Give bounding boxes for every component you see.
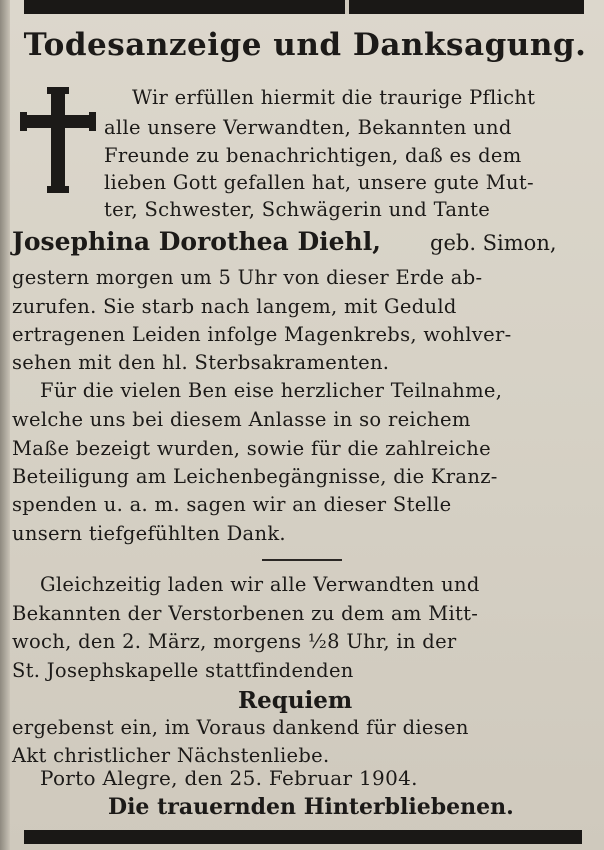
body-line: gestern morgen um 5 Uhr von dieser Erde ab-: [12, 266, 483, 289]
intro-line: ter, Schwester, Schwägerin und Tante: [104, 198, 491, 221]
body-line: welche uns bei diesem Anlasse in so reichem: [12, 408, 471, 431]
body-line: Beteiligung am Leichenbegängnisse, die Kranz-: [12, 465, 498, 488]
body-line: ertragenen Leiden infolge Magenkrebs, wohlver-: [12, 323, 512, 346]
body-line: sehen mit den hl. Sterbsakramenten.: [12, 351, 390, 374]
place-date: Porto Alegre, den 25. Februar 1904.: [40, 766, 418, 790]
body-line: Akt christlicher Nächstenliebe.: [12, 744, 330, 767]
body-line: St. Josephskapelle stattfindenden: [12, 659, 354, 682]
section-divider: [262, 559, 342, 561]
top-rule: [24, 0, 584, 14]
deceased-name: Josephina Dorothea Diehl,: [12, 227, 381, 256]
body-line: Maße bezeigt wurden, sowie für die zahlreiche: [12, 437, 491, 460]
body-line: Gleichzeitig laden wir alle Verwandten und: [40, 573, 480, 596]
maiden-name: geb. Simon,: [430, 231, 557, 255]
page-edge-shadow: [0, 0, 10, 850]
intro-line: Freunde zu benachrichtigen, daß es dem: [104, 144, 522, 167]
body-line: Für die vielen Ben eise herzlicher Teilnahme,: [40, 379, 503, 402]
body-line: spenden u. a. m. sagen wir an dieser Stelle: [12, 493, 452, 516]
intro-line: lieben Gott gefallen hat, unsere gute Mut-: [104, 171, 534, 194]
top-rule-gap: [345, 0, 349, 14]
signature: Die trauernden Hinterbliebenen.: [108, 794, 514, 820]
body-line: ergebenst ein, im Voraus dankend für diesen: [12, 716, 469, 739]
body-line: woch, den 2. März, morgens ½8 Uhr, in der: [12, 630, 457, 653]
notice-title: Todesanzeige und Danksagung.: [23, 27, 587, 63]
body-line: zurufen. Sie starb nach langem, mit Geduld: [12, 295, 457, 318]
cross-icon: [20, 85, 96, 197]
bottom-rule: [24, 830, 582, 844]
body-line: unsern tiefgefühlten Dank.: [12, 522, 286, 545]
requiem-heading: Requiem: [238, 687, 353, 714]
body-line: Bekannten der Verstorbenen zu dem am Mitt-: [12, 602, 479, 625]
intro-line: alle unsere Verwandten, Bekannten und: [104, 116, 512, 139]
intro-line: Wir erfüllen hiermit die traurige Pflicht: [132, 86, 536, 109]
